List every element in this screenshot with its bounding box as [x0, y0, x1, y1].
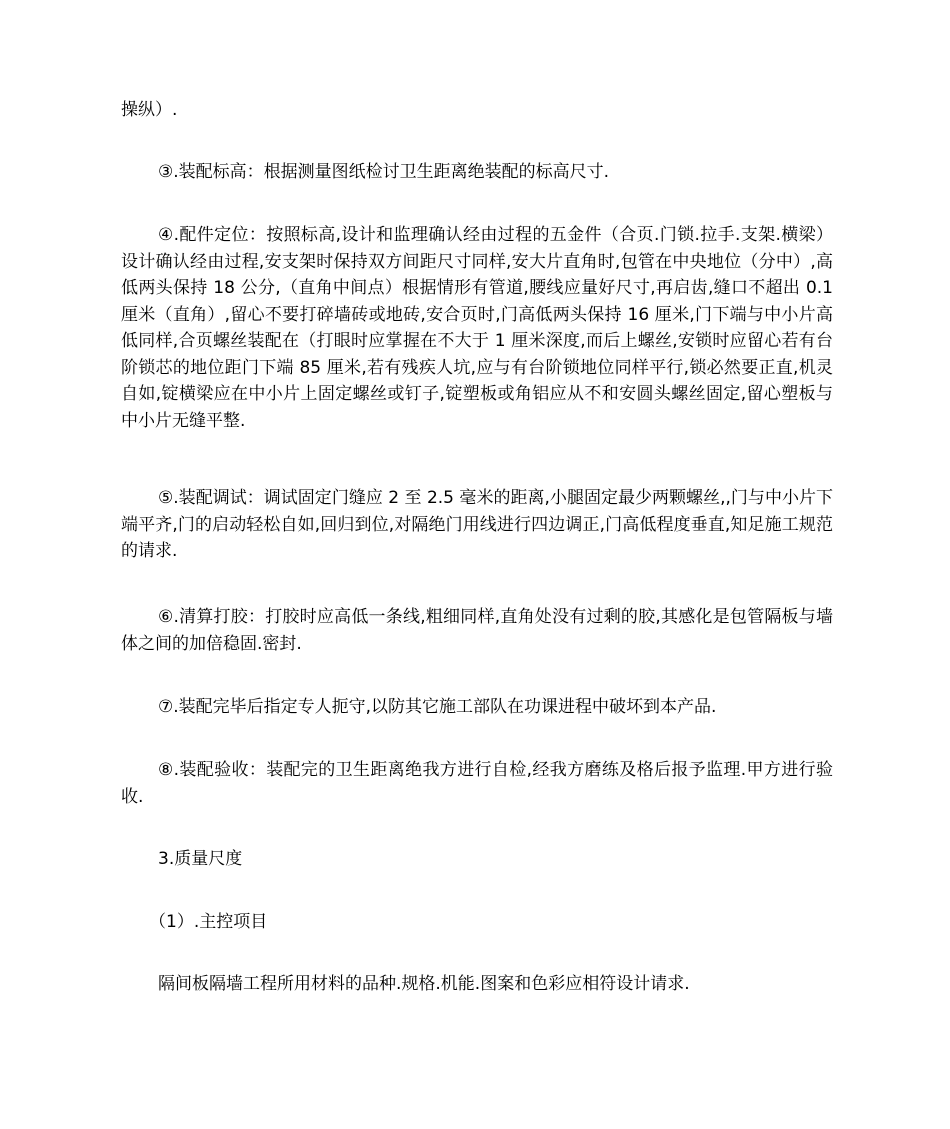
paragraph-step-3-elevation: ③.装配标高：根据测量图纸检讨卫生距离绝装配的标高尺寸.	[158, 162, 610, 182]
paragraph-continuation: 操纵）.	[121, 100, 178, 120]
paragraph-step-4-fitting-position: ④.配件定位：按照标高,设计和监理确认经由过程的五金件（合页.门锁.拉手.支架.横梁）设计确认经由过程,安支架时保持双方间距尺寸同样,安大片直角时,包管在中央地位（分中）,高低两头保持 18 公分,（直角中间点）根据情形有管道,腰线应量好尺寸,再启齿,缝口不超出 0.1 厘米（直角）,留心不要打碎墙砖或地砖,安合页时,门高低两头保持 16 厘米,门下端与中小片高低同样,合页螺丝装配在（打眼时应掌握在不大于 1 厘米深度,而后上螺丝,安锁时应留心若有台阶锁芯的地位距门下端 85 厘米,若有残疾人坑,应与有台阶锁地位同样平行,锁必然要正直,机灵自如,锭横梁应在中小片上固定螺丝或钉子,锭塑板或角铝应从不和安圆头螺丝固定,留心塑板与中小片无缝平整.	[121, 225, 833, 431]
subsection-heading-main-items: （1）.主控项目	[149, 912, 268, 932]
paragraph-step-6-glue: ⑥.清算打胶：打胶时应高低一条线,粗细同样,直角处没有过剩的胶,其感化是包管隔板与墙体之间的加倍稳固.密封.	[121, 607, 833, 654]
paragraph-step-8-acceptance: ⑧.装配验收：装配完的卫生距离绝我方进行自检,经我方磨练及格后报予监理.甲方进行验收.	[121, 760, 833, 807]
paragraph-step-7-guard: ⑦.装配完毕后指定专人扼守,以防其它施工部队在功课进程中破坏到本产品.	[158, 697, 717, 717]
paragraph-material-requirement: 隔间板隔墙工程所用材料的品种.规格.机能.图案和色彩应相符设计请求.	[158, 974, 690, 994]
paragraph-step-5-debugging: ⑤.装配调试：调试固定门缝应 2 至 2.5 毫米的距离,小腿固定最少两颗螺丝,,门与中小片下端平齐,门的启动轻松自如,回归到位,对隔绝门用线进行四边调正,门高低程度垂直,知足施工规范的请求.	[121, 488, 833, 561]
section-heading-quality: 3.质量尺度	[158, 849, 243, 869]
